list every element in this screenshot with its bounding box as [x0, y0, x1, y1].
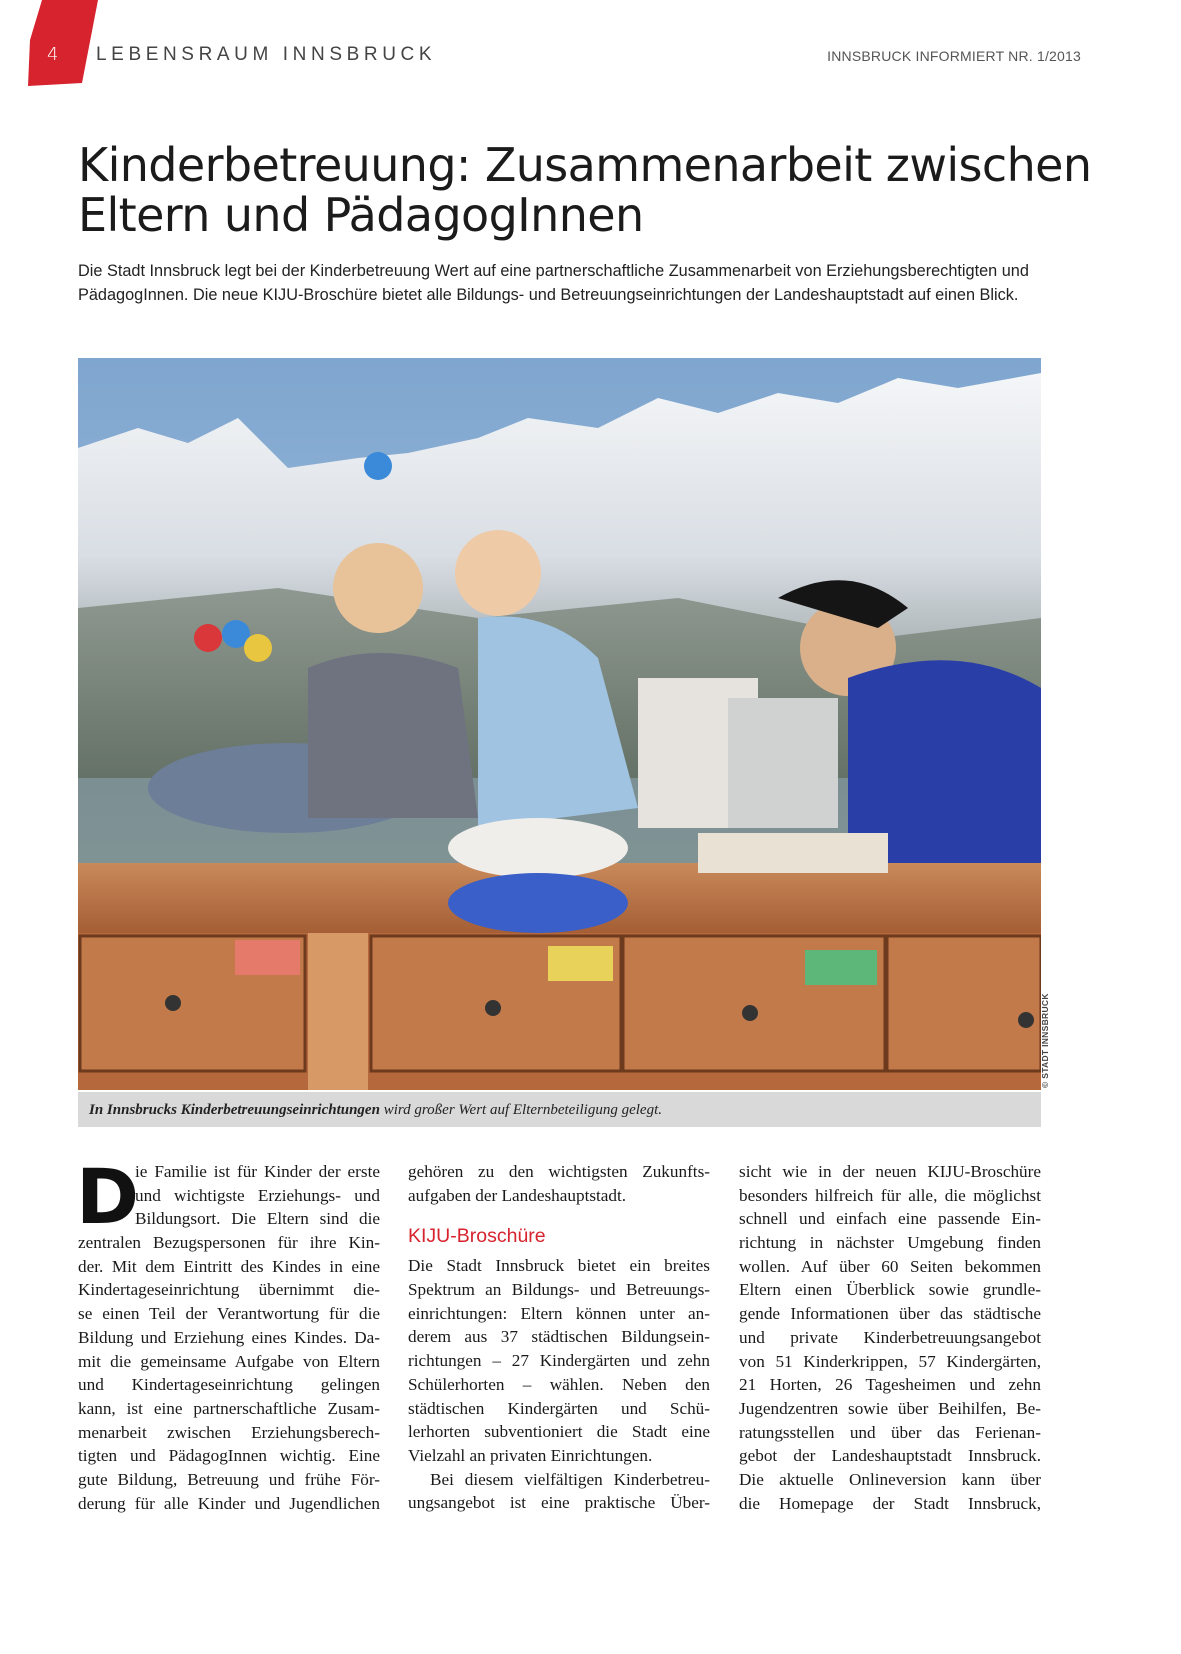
- text-line: Bildung und Erziehung eines Kindes. Da-: [78, 1327, 380, 1347]
- text-line: städtischen Kindergärten und Schü-: [408, 1398, 710, 1418]
- text-line: Bildungsort. Die Eltern sind die: [135, 1209, 380, 1229]
- text-line: Die aktuelle Onlineversion kann über: [739, 1469, 1041, 1489]
- text-line: 21 Horten, 26 Tagesheimen und zehn: [739, 1375, 1041, 1395]
- lead-paragraph: Die Stadt Innsbruck legt bei der Kinderbetreuung Wert auf eine partnerschaftliche Zusammenarbeit von Erziehungsberechtigten und PädagogInnen. Die neue KIJU-Broschüre bietet alle Bildungs- und Betreuungseinrichtungen der Landeshauptstadt auf einen Blick.: [78, 262, 1029, 304]
- text-line: kann, ist eine partnerschaftliche Zusam-: [78, 1398, 380, 1418]
- drop-cap: D: [76, 1152, 140, 1241]
- text-line: besonders hilfreich für alle, die möglichst: [739, 1185, 1041, 1205]
- headline: Kinderbetreuung: Zusammenarbeit zwischen Eltern und PädagogInnen: [78, 138, 1092, 242]
- text-line: se einen Teil der Verantwortung für die: [78, 1304, 380, 1324]
- text-line: Kindertageseinrichtung übernimmt die-: [78, 1280, 380, 1300]
- text-line: mit die gemeinsame Aufgabe von Eltern: [78, 1351, 380, 1371]
- photo-credit: © STADT INNSBRUCK: [1040, 993, 1050, 1088]
- section-title: LEBENSRAUM INNSBRUCK: [96, 44, 437, 65]
- text-line: ie Familie ist für Kinder der erste: [135, 1162, 380, 1181]
- text-line: Bei diesem vielfältigen Kinderbetreu-: [430, 1469, 710, 1489]
- text-line: Die Stadt Innsbruck bietet ein breites: [408, 1256, 710, 1276]
- text-line: menarbeit zwischen Erziehungsberech-: [78, 1422, 380, 1442]
- text-line: Vielzahl an privaten Einrichtungen.: [408, 1445, 653, 1465]
- text-line: der. Mit dem Eintritt des Kindes in eine: [78, 1256, 380, 1276]
- text-line: die Homepage der Stadt Innsbruck,: [739, 1493, 1041, 1513]
- text-line: wollen. Auf über 60 Seiten bekommen: [739, 1256, 1041, 1276]
- text-line: Schülerhorten – wählen. Neben den: [408, 1374, 710, 1394]
- text-line: gute Bildung, Betreuung und frühe För-: [78, 1469, 380, 1489]
- photo-caption: In Innsbrucks Kinderbetreuungseinrichtungen wird großer Wert auf Elternbeteiligung gelegt.: [78, 1092, 1041, 1127]
- text-line: Eltern einen Überblick sowie grundle-: [739, 1280, 1041, 1300]
- subheading: KIJU-Broschüre: [408, 1225, 546, 1248]
- text-line: richtungen – 27 Kindergärten und zehn: [408, 1351, 710, 1371]
- text-line: Spektrum an Bildungs- und Betreuungs-: [408, 1280, 710, 1300]
- text-column-1: [76, 1152, 380, 1515]
- text-line: schnell und einfach eine passende Ein-: [739, 1209, 1041, 1229]
- text-line: einrichtungen: Eltern können unter an-: [408, 1303, 710, 1323]
- article-photo: [78, 358, 1041, 1090]
- issue-label: INNSBRUCK INFORMIERT NR. 1/2013: [827, 48, 1081, 64]
- text-line: derem aus 37 städtischen Bildungsein-: [408, 1327, 710, 1347]
- page-tab-marker: [28, 0, 98, 86]
- text-line: zentralen Bezugspersonen für ihre Kin-: [78, 1233, 380, 1253]
- text-line: gebot der Landeshauptstadt Innsbruck.: [739, 1446, 1041, 1466]
- page-number: 4: [47, 44, 59, 65]
- text-line: und private Kinderbetreuungsangebot: [739, 1327, 1041, 1347]
- text-line: richtung in nächster Umgebung finden: [739, 1233, 1041, 1253]
- text-line: derung für alle Kinder und Jugendlichen: [78, 1493, 380, 1513]
- text-line: tigten und PädagogInnen wichtig. Eine: [78, 1446, 380, 1466]
- text-line: ratungsstellen und über das Ferienan-: [739, 1422, 1041, 1442]
- text-line: aufgaben der Landeshauptstadt.: [408, 1185, 627, 1205]
- text-line: gende Informationen über das städtische: [739, 1304, 1041, 1324]
- text-line: Jugendzentren sowie über Beihilfen, Be-: [739, 1398, 1041, 1418]
- text-line: und wichtigste Erziehungs- und: [135, 1185, 380, 1205]
- text-line: lerhorten subventioniert die Stadt eine: [408, 1422, 710, 1442]
- text-column-3: [739, 1160, 1041, 1515]
- text-line: und Kindertageseinrichtung gelingen: [78, 1375, 380, 1395]
- text-line: von 51 Kinderkrippen, 57 Kindergärten,: [739, 1351, 1041, 1371]
- text-column-2: [408, 1160, 710, 1515]
- text-line: sicht wie in der neuen KIJU-Broschüre: [739, 1162, 1041, 1181]
- text-line: ungsangebot ist eine praktische Über-: [408, 1493, 710, 1513]
- text-line: gehören zu den wichtigsten Zukunfts-: [408, 1162, 710, 1181]
